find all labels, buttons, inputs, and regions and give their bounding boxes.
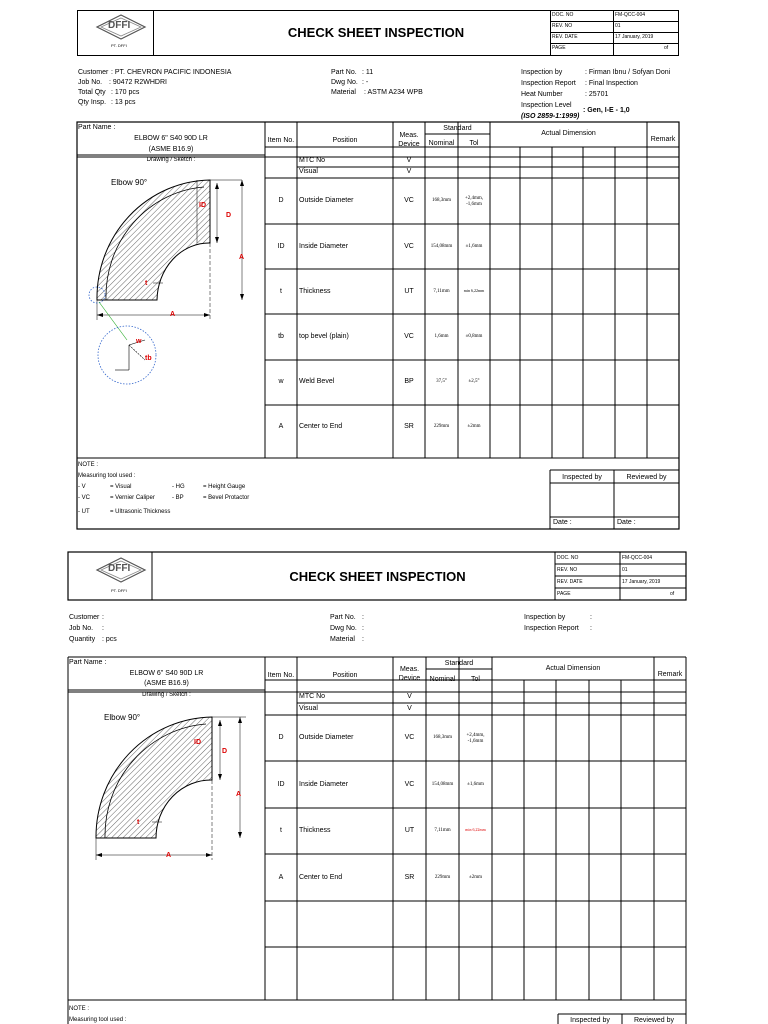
row-a-position: Center to End: [299, 423, 343, 430]
row-a-item: A: [278, 423, 284, 430]
insp-by-label: Inspection by: [521, 69, 563, 76]
row-visual-position: Visual: [299, 168, 318, 175]
note-label: NOTE :: [78, 462, 99, 468]
row2-t-device: UT: [404, 827, 415, 834]
part-standard: (ASME B16.9): [148, 146, 194, 153]
row2-id-nominal: 154,08mm: [431, 782, 454, 787]
row-id-position: Inside Diameter: [299, 243, 349, 250]
tool-ut: - UT: [78, 509, 90, 515]
row-od-item: D: [278, 197, 284, 204]
material-value-2: :: [362, 636, 364, 643]
rev-date-label: REV. DATE: [552, 34, 578, 40]
material-label: Material: [331, 89, 356, 96]
sketch-a-bottom-label-2: A: [166, 852, 172, 859]
tool-vc: - VC: [78, 495, 90, 501]
customer-value: : PT. CHEVRON PACIFIC INDONESIA: [111, 69, 232, 76]
row-tb-device: VC: [404, 333, 414, 340]
reviewed-date-label: Date :: [617, 519, 636, 526]
row-tb-nominal: 1,6mm: [434, 334, 449, 339]
heat-number-label: Heat Number: [521, 91, 563, 98]
dwg-no-value-2: :: [362, 625, 364, 632]
row-od-tol2: -1,6mm: [466, 202, 482, 207]
row2-a-position: Center to End: [299, 874, 343, 881]
sketch-w-label: w: [136, 338, 142, 345]
rev-no-label: REV. NO: [552, 23, 573, 29]
row2-t-item: t: [280, 827, 282, 834]
insp-by-value: : Firman Ibnu / Sofyan Doni: [585, 69, 671, 76]
doc-no-value: FM-QCC-004: [615, 12, 646, 18]
iso-ref: (ISO 2859-1:1999): [521, 113, 580, 120]
col-remark-2: Remark: [657, 671, 683, 678]
logo-subtitle: PT. DFFI: [111, 43, 127, 48]
total-qty-value: : 170 pcs: [111, 89, 140, 96]
row2-visual-position: Visual: [299, 705, 318, 712]
page-label: PAGE: [552, 45, 566, 51]
part-name-value: ELBOW 6" S40 90D LR: [134, 135, 208, 142]
customer-label-2: Customer: [69, 614, 100, 621]
col-device: Device: [398, 141, 420, 148]
row-t-device: UT: [404, 288, 414, 295]
page-title-2: CHECK SHEET INSPECTION: [289, 569, 466, 584]
rev-no-value-2: 01: [622, 567, 628, 573]
col-actual-dimension: Actual Dimension: [541, 130, 596, 137]
row-visual-device: V: [406, 168, 412, 175]
row2-mtc-position: MTC No: [299, 693, 326, 700]
row-w-position: Weld Bevel: [299, 378, 335, 385]
row-mtc-device: V: [406, 157, 412, 164]
row2-a-device: SR: [404, 874, 415, 881]
col-remark: Remark: [650, 136, 676, 143]
insp-report-label-2: Inspection Report: [524, 625, 579, 632]
tool-hg-desc: = Height Gauge: [203, 484, 246, 490]
col-item-no-2: Item No.: [267, 672, 295, 679]
row2-od-item: D: [278, 734, 284, 741]
part-no-label: Part No.: [331, 69, 357, 76]
inspected-by-label-2: Inspected by: [570, 1017, 610, 1024]
part-name-label: Part Name :: [78, 124, 116, 131]
sketch-t-label: t: [145, 280, 148, 287]
tool-vc-desc: = Vernier Caliper: [110, 495, 155, 501]
dwg-no-value: : -: [362, 79, 369, 86]
customer-label: Customer: [78, 69, 109, 76]
insp-report-value: : Final Inspection: [585, 80, 638, 87]
part-no-value-2: :: [362, 614, 364, 621]
col-position: Position: [332, 137, 358, 144]
row-od-tol: +2,4mm,: [464, 196, 484, 201]
row-od-position: Outside Diameter: [299, 197, 354, 204]
reviewed-by-label: Reviewed by: [626, 474, 667, 481]
insp-level-value: : Gen, I-E - 1,0: [583, 107, 630, 114]
rev-no-value: 01: [615, 23, 621, 29]
material-label-2: Material: [330, 636, 355, 643]
row-tb-item: tb: [278, 333, 284, 340]
inspected-by-label: Inspected by: [562, 474, 602, 481]
row-t-tol: min 6,22mm: [463, 288, 485, 293]
quantity-value-2: : pcs: [102, 636, 117, 643]
row-tb-position: top bevel (plain): [299, 333, 349, 340]
page-of: of: [664, 45, 669, 51]
row2-t-tol: min 6,22mm: [465, 827, 486, 832]
row-w-item: w: [278, 378, 284, 385]
row-id-nominal: 154,08mm: [430, 244, 453, 249]
job-value: : 90472 R2WHDRI: [109, 79, 167, 86]
col-tol: Tol: [469, 140, 479, 147]
row2-t-position: Thickness: [299, 827, 331, 834]
row2-visual-device: V: [407, 705, 412, 712]
drawing-label: Drawing / Sketch :: [146, 157, 196, 163]
sketch-a-right-label: A: [239, 254, 245, 261]
qty-insp-value: : 13 pcs: [111, 99, 136, 106]
col-actual-dimension-2: Actual Dimension: [545, 665, 601, 672]
sketch-t-label-2: t: [137, 819, 140, 826]
row2-a-nominal: 229mm: [434, 875, 451, 880]
tool-ut-desc: = Ultrasonic Thickness: [110, 509, 171, 515]
row-a-device: SR: [404, 423, 414, 430]
dwg-no-label: Dwg No.: [331, 79, 358, 86]
tool-bp: - BP: [172, 495, 184, 501]
row-t-nominal: 7,11mm: [433, 289, 450, 294]
col-device-2: Device: [398, 675, 421, 682]
sketch-elbow-label: Elbow 90°: [111, 178, 148, 187]
doc-no-label-2: DOC. NO: [557, 555, 579, 561]
row2-id-item: ID: [277, 781, 285, 788]
page-of-2: of: [670, 591, 675, 597]
page-label-2: PAGE: [557, 591, 571, 597]
measuring-tool-label-2: Measuring tool used :: [69, 1017, 127, 1023]
row-id-tol: ±1,6mm: [465, 244, 483, 249]
tool-v: - V: [78, 484, 86, 490]
rev-date-label-2: REV. DATE: [557, 579, 583, 585]
sketch-elbow-label-2: Elbow 90°: [104, 713, 141, 722]
job-label: Job No.: [78, 79, 103, 86]
row2-id-device: VC: [404, 781, 415, 788]
row2-od-tol2: -1,6mm: [467, 739, 484, 744]
logo-text: DFFI: [108, 20, 131, 31]
row2-mtc-device: V: [407, 693, 412, 700]
col-position-2: Position: [332, 672, 358, 679]
heat-number-value: : 25701: [585, 91, 609, 98]
inspected-date-label: Date :: [553, 519, 572, 526]
row2-a-tol: ±2mm: [468, 875, 483, 880]
row-w-device: BP: [404, 378, 414, 385]
drawing-label-2: Drawing / Sketch :: [142, 692, 191, 698]
part-name-value-2: ELBOW 6" S40 90D LR: [129, 670, 204, 677]
row-od-device: VC: [404, 197, 414, 204]
rev-no-label-2: REV. NO: [557, 567, 578, 573]
logo-text-2: DFFI: [108, 563, 131, 574]
part-no-value: : 11: [362, 69, 374, 76]
logo-subtitle-2: PT. DFFI: [111, 588, 127, 593]
row-id-item: ID: [277, 243, 285, 250]
page-title: CHECK SHEET INSPECTION: [287, 25, 465, 40]
sketch-d-label-2: D: [222, 748, 228, 755]
row2-a-item: A: [278, 874, 284, 881]
sketch-tb-label: tb: [145, 355, 152, 362]
total-qty-label: Total Qty: [78, 89, 106, 96]
row-t-position: Thickness: [299, 288, 331, 295]
sketch-a-bottom-label: A: [170, 311, 176, 318]
row-mtc-position: MTC No: [299, 157, 326, 164]
row2-t-nominal: 7,11mm: [434, 828, 451, 833]
qty-insp-label: Qty Insp.: [78, 99, 107, 106]
quantity-label-2: Quantity: [69, 636, 96, 643]
sketch-id-label-2: ID: [194, 739, 201, 746]
job-value-2: :: [102, 625, 104, 632]
insp-by-value-2: :: [590, 614, 592, 621]
row2-id-tol: ±1,6mm: [467, 782, 484, 787]
row-tb-tol: ±0,8mm: [465, 334, 483, 339]
col-standard-2: Standard: [444, 660, 474, 667]
row-id-device: VC: [404, 243, 414, 250]
doc-no-label: DOC. NO: [552, 12, 574, 18]
sketch-id-label: ID: [199, 202, 206, 209]
note-label-2: NOTE :: [69, 1006, 90, 1012]
part-name-label-2: Part Name :: [69, 659, 107, 666]
insp-level-label: Inspection Level: [521, 102, 572, 109]
doc-no-value-2: FM-QCC-004: [622, 555, 653, 561]
row2-od-tol: +2,4mm,: [466, 733, 485, 738]
col-item-no: Item No.: [267, 137, 295, 144]
tool-hg: - HG: [172, 484, 185, 490]
row-w-tol: ±2,5°: [468, 379, 480, 384]
col-tol-2: Tol: [471, 676, 480, 683]
measuring-tool-label: Measuring tool used :: [78, 473, 136, 479]
material-value: : ASTM A234 WPB: [364, 89, 423, 96]
part-no-label-2: Part No.: [330, 614, 356, 621]
insp-report-value-2: :: [590, 625, 592, 632]
row2-od-device: VC: [404, 734, 415, 741]
row-w-nominal: 37,5°: [436, 379, 447, 384]
sketch-a-right-label-2: A: [236, 791, 242, 798]
tool-v-desc: = Visual: [110, 484, 132, 490]
dwg-no-label-2: Dwg No.: [330, 625, 357, 632]
insp-by-label-2: Inspection by: [524, 614, 566, 621]
rev-date-value: 17 January, 2019: [615, 34, 654, 40]
tool-bp-desc: = Bevel Protactor: [203, 495, 250, 501]
row2-id-position: Inside Diameter: [299, 781, 349, 788]
col-standard: Standard: [443, 125, 472, 132]
row2-od-position: Outside Diameter: [299, 734, 354, 741]
elbow-sketch-2: [68, 700, 265, 870]
col-meas: Meas.: [399, 132, 419, 139]
customer-value-2: :: [102, 614, 104, 621]
insp-report-label: Inspection Report: [521, 80, 576, 87]
row-a-tol: ±2mm: [467, 424, 481, 429]
row-od-nominal: 168,3mm: [431, 198, 452, 203]
part-standard-2: (ASME B16.9): [144, 680, 189, 687]
col-meas-2: Meas.: [399, 666, 420, 673]
job-label-2: Job No.: [69, 625, 94, 632]
col-nominal: Nominal: [428, 140, 455, 147]
sketch-d-label: D: [226, 212, 232, 219]
row-t-item: t: [280, 288, 282, 295]
row-a-nominal: 229mm: [433, 424, 450, 429]
rev-date-value-2: 17 January, 2019: [622, 579, 661, 585]
row2-od-nominal: 168,3mm: [432, 735, 453, 740]
col-nominal-2: Nominal: [429, 676, 456, 683]
reviewed-by-label-2: Reviewed by: [633, 1017, 675, 1024]
